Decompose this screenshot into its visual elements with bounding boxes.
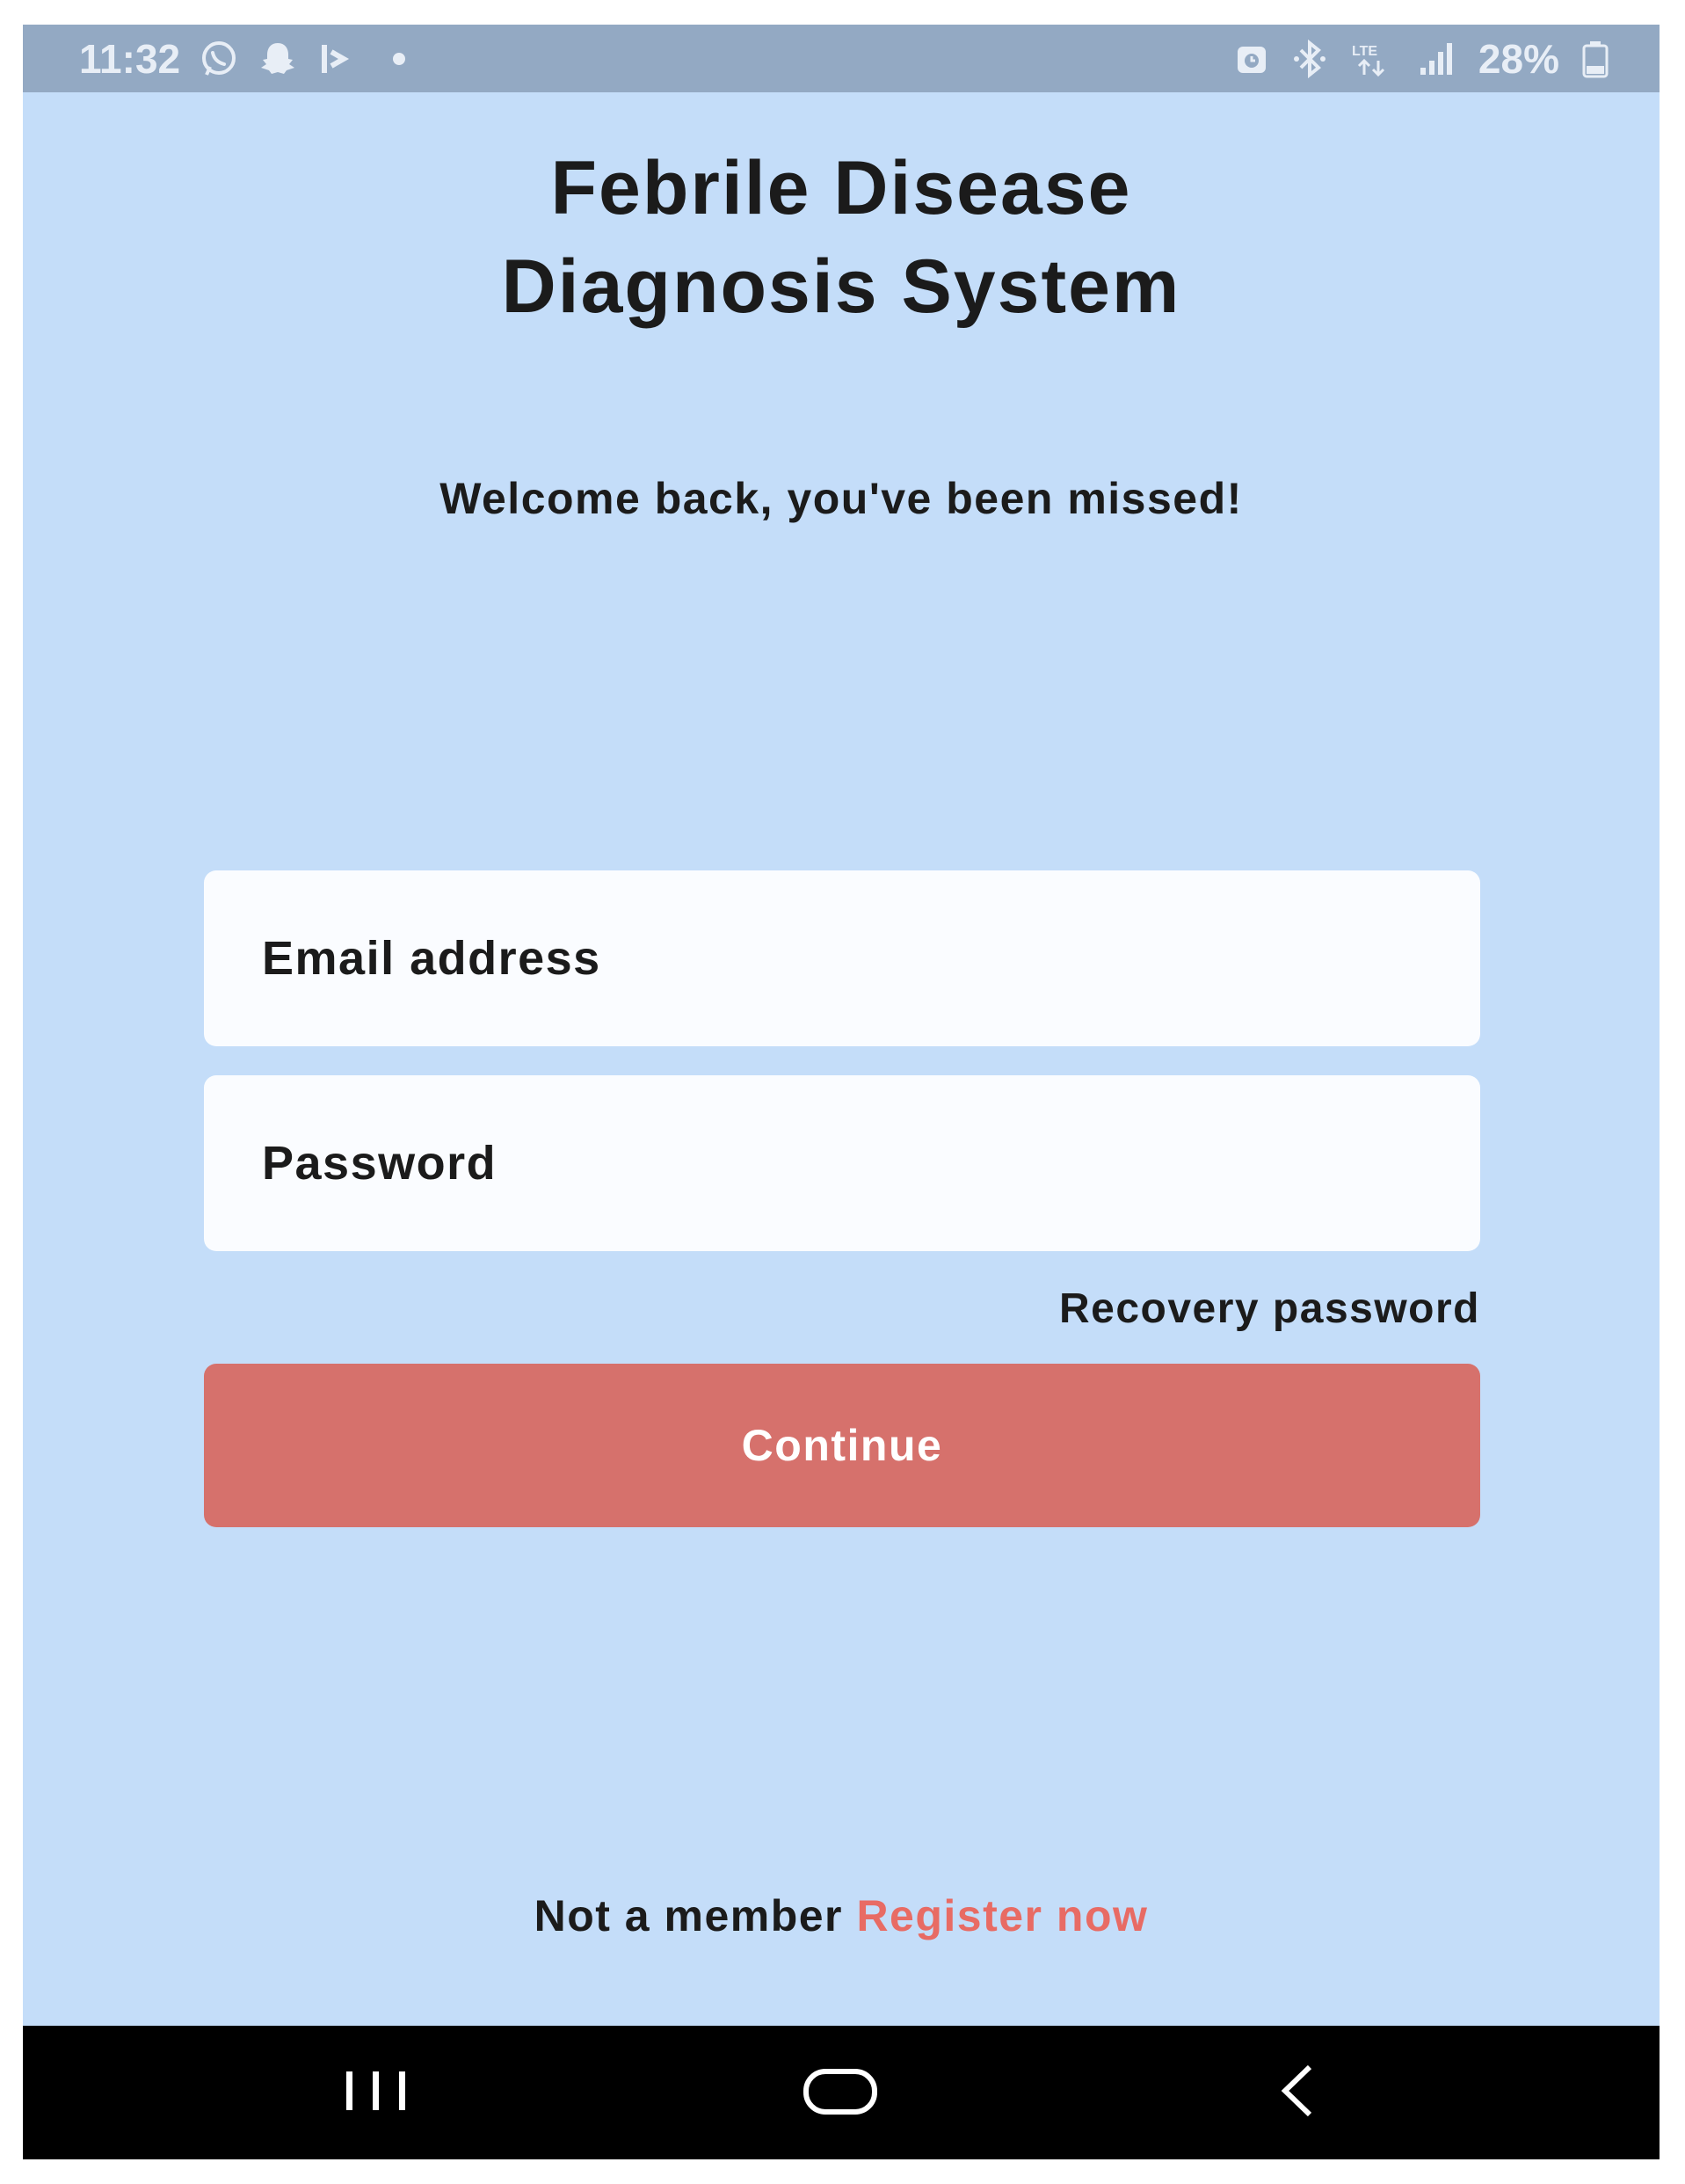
register-prompt	[23, 1890, 1660, 1941]
recents-icon	[339, 2064, 413, 2122]
status-bar-right	[1234, 35, 1609, 83]
ticktick-icon	[317, 40, 356, 78]
continue-button[interactable]: Continue	[204, 1364, 1480, 1527]
not-member-text: Not a member	[534, 1891, 844, 1940]
back-button[interactable]	[1209, 2026, 1385, 2159]
app-title	[23, 139, 1660, 336]
password-field[interactable]	[204, 1075, 1480, 1251]
recents-button[interactable]	[288, 2026, 464, 2159]
lte-icon	[1350, 40, 1394, 78]
status-time: 11:32	[79, 36, 181, 82]
status-bar	[23, 25, 1660, 92]
welcome-message: Welcome back, you've been missed!	[439, 474, 1243, 523]
bluetooth-icon	[1292, 40, 1327, 78]
navigation-bar	[23, 2026, 1660, 2159]
phone-screen	[23, 25, 1660, 2159]
back-icon	[1271, 2060, 1324, 2126]
alarm-icon	[1234, 40, 1269, 78]
app-title-line1: Febrile Disease	[550, 146, 1132, 230]
status-bar-left	[79, 35, 405, 83]
whatsapp-icon	[200, 40, 238, 78]
home-button[interactable]	[752, 2026, 928, 2159]
recovery-password-link[interactable]: Recovery password	[1058, 1285, 1480, 1332]
register-now-link[interactable]: Register now	[856, 1891, 1149, 1940]
snapchat-icon	[258, 40, 298, 78]
home-icon	[801, 2064, 880, 2122]
battery-icon	[1582, 40, 1609, 78]
notification-dot-icon	[393, 53, 405, 65]
app-title-line2: Diagnosis System	[501, 244, 1181, 329]
battery-percent: 28%	[1478, 36, 1559, 82]
signal-icon	[1417, 40, 1456, 78]
svg-text:LTE: LTE	[1351, 44, 1377, 59]
email-field[interactable]	[204, 870, 1480, 1046]
